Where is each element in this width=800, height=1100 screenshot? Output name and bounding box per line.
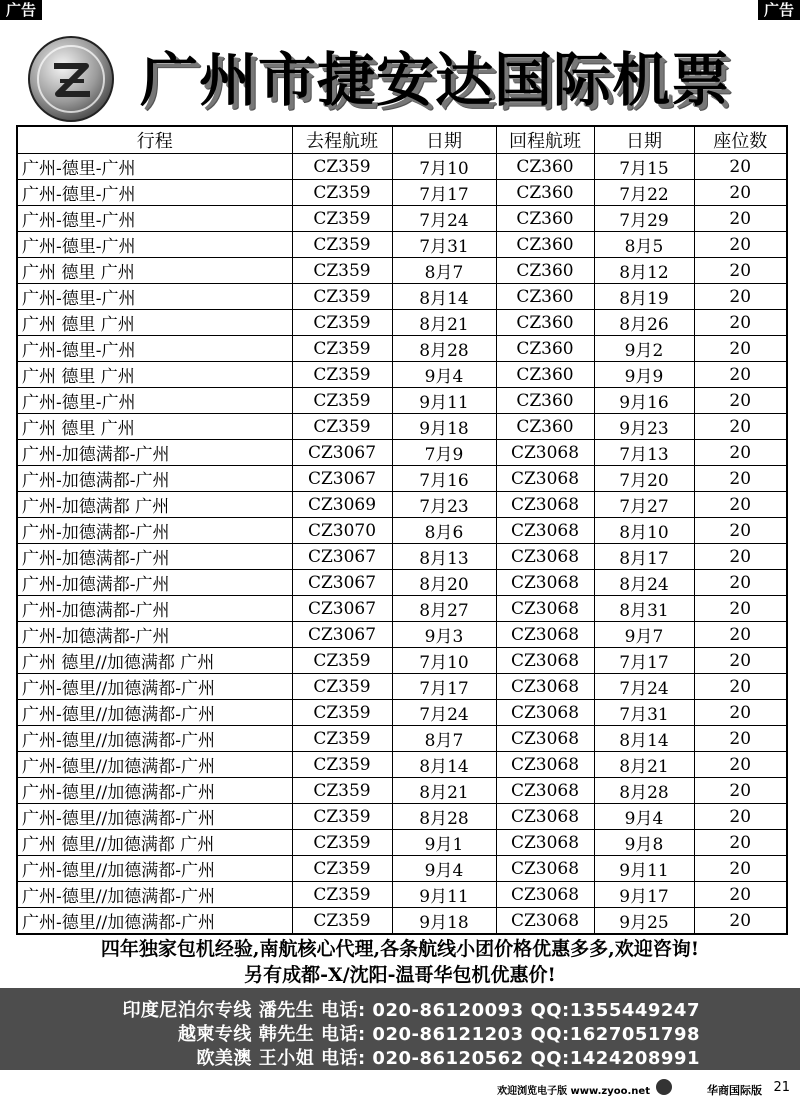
cell-seats: 20 — [694, 882, 787, 908]
cell-return-date: 8月24 — [594, 570, 694, 596]
cell-outbound-date: 7月17 — [392, 674, 496, 700]
cell-outbound-flight: CZ359 — [292, 180, 392, 206]
cell-outbound-date: 9月18 — [392, 908, 496, 935]
slogan-line-2: 另有成都-X/沈阳-温哥华包机优惠价! — [244, 964, 556, 986]
cell-outbound-date: 9月11 — [392, 882, 496, 908]
cell-outbound-flight: CZ359 — [292, 778, 392, 804]
cell-outbound-flight: CZ359 — [292, 882, 392, 908]
cell-route: 广州 德里 广州 — [17, 258, 292, 284]
cell-outbound-flight: CZ359 — [292, 856, 392, 882]
cell-outbound-flight: CZ359 — [292, 232, 392, 258]
cell-return-date: 9月17 — [594, 882, 694, 908]
cell-outbound-date: 9月4 — [392, 856, 496, 882]
cell-outbound-flight: CZ359 — [292, 362, 392, 388]
table-row — [17, 466, 787, 492]
cell-route: 广州-加德满都-广州 — [17, 622, 292, 648]
cell-outbound-flight: CZ359 — [292, 206, 392, 232]
cell-route: 广州-德里-广州 — [17, 336, 292, 362]
header-outbound-flight: 去程航班 — [292, 126, 392, 154]
table-row — [17, 414, 787, 440]
table-row — [17, 388, 787, 414]
cell-return-date: 9月8 — [594, 830, 694, 856]
cell-seats: 20 — [694, 466, 787, 492]
cell-route: 广州-德里//加德满都-广州 — [17, 778, 292, 804]
cell-return-date: 9月25 — [594, 908, 694, 935]
cell-return-date: 8月19 — [594, 284, 694, 310]
table-row — [17, 700, 787, 726]
cell-route: 广州 德里//加德满都 广州 — [17, 830, 292, 856]
cell-route: 广州 德里 广州 — [17, 310, 292, 336]
cell-outbound-date: 8月20 — [392, 570, 496, 596]
cell-return-flight: CZ3068 — [496, 570, 594, 596]
cell-route: 广州-德里-广州 — [17, 284, 292, 310]
cell-outbound-flight: CZ3067 — [292, 466, 392, 492]
table-row — [17, 830, 787, 856]
cell-seats: 20 — [694, 544, 787, 570]
cell-outbound-date: 7月24 — [392, 206, 496, 232]
cell-return-date: 8月28 — [594, 778, 694, 804]
header-return-date: 日期 — [594, 126, 694, 154]
cell-outbound-date: 8月21 — [392, 310, 496, 336]
cell-outbound-date: 9月3 — [392, 622, 496, 648]
cell-route: 广州-加德满都-广州 — [17, 596, 292, 622]
cell-return-flight: CZ3068 — [496, 674, 594, 700]
cell-return-flight: CZ3068 — [496, 700, 594, 726]
cell-return-flight: CZ360 — [496, 310, 594, 336]
cell-return-flight: CZ3068 — [496, 778, 594, 804]
cell-return-flight: CZ360 — [496, 154, 594, 180]
table-header-row — [17, 126, 787, 154]
table-row — [17, 180, 787, 206]
cell-return-date: 8月10 — [594, 518, 694, 544]
cell-seats: 20 — [694, 310, 787, 336]
cell-return-flight: CZ3068 — [496, 856, 594, 882]
table-row — [17, 804, 787, 830]
cell-route: 广州-德里//加德满都-广州 — [17, 882, 292, 908]
cell-outbound-date: 8月7 — [392, 258, 496, 284]
cell-outbound-flight: CZ359 — [292, 804, 392, 830]
cell-return-flight: CZ3068 — [496, 804, 594, 830]
cell-outbound-date: 7月10 — [392, 648, 496, 674]
table-row — [17, 154, 787, 180]
cell-return-flight: CZ3068 — [496, 622, 594, 648]
cell-route: 广州-德里//加德满都-广州 — [17, 752, 292, 778]
cell-outbound-flight: CZ359 — [292, 726, 392, 752]
cell-outbound-date: 9月18 — [392, 414, 496, 440]
cell-return-date: 7月27 — [594, 492, 694, 518]
table-row — [17, 440, 787, 466]
footer-publication: 华商国际版 — [707, 1084, 762, 1097]
table-row — [17, 570, 787, 596]
cell-route: 广州-德里-广州 — [17, 180, 292, 206]
cell-route: 广州 德里 广州 — [17, 414, 292, 440]
cell-seats: 20 — [694, 518, 787, 544]
cell-outbound-flight: CZ3069 — [292, 492, 392, 518]
cell-seats: 20 — [694, 726, 787, 752]
cell-route: 广州-德里//加德满都-广州 — [17, 908, 292, 935]
cell-return-flight: CZ3068 — [496, 752, 594, 778]
cell-seats: 20 — [694, 206, 787, 232]
cell-return-flight: CZ3068 — [496, 466, 594, 492]
cell-return-date: 8月14 — [594, 726, 694, 752]
cell-outbound-flight: CZ359 — [292, 830, 392, 856]
cell-outbound-flight: CZ359 — [292, 388, 392, 414]
table-row — [17, 596, 787, 622]
table-row — [17, 336, 787, 362]
cell-seats: 20 — [694, 752, 787, 778]
cell-route: 广州-德里-广州 — [17, 388, 292, 414]
cell-seats: 20 — [694, 648, 787, 674]
cell-route: 广州 德里 广州 — [17, 362, 292, 388]
cell-outbound-flight: CZ359 — [292, 908, 392, 935]
cell-outbound-date: 8月14 — [392, 284, 496, 310]
cell-outbound-date: 9月11 — [392, 388, 496, 414]
contact-vietnam-cambodia: 越柬专线 韩先生 电话: 020-86121203 QQ:1627051798 — [177, 1024, 700, 1045]
cell-seats: 20 — [694, 336, 787, 362]
table-row — [17, 726, 787, 752]
cell-route: 广州-加德满都-广州 — [17, 518, 292, 544]
cell-outbound-date: 8月7 — [392, 726, 496, 752]
cell-outbound-flight: CZ359 — [292, 674, 392, 700]
table-row — [17, 882, 787, 908]
contact-europe-america-australia: 欧美澳 王小姐 电话: 020-86120562 QQ:1424208991 — [196, 1048, 700, 1069]
cell-return-flight: CZ360 — [496, 258, 594, 284]
table-row — [17, 258, 787, 284]
cell-outbound-date: 9月1 — [392, 830, 496, 856]
cell-return-date: 8月12 — [594, 258, 694, 284]
cell-return-flight: CZ3068 — [496, 648, 594, 674]
cell-seats: 20 — [694, 804, 787, 830]
cell-return-flight: CZ360 — [496, 206, 594, 232]
cell-outbound-flight: CZ3067 — [292, 622, 392, 648]
table-row — [17, 622, 787, 648]
cell-outbound-flight: CZ359 — [292, 336, 392, 362]
cell-outbound-flight: CZ359 — [292, 258, 392, 284]
cell-outbound-flight: CZ359 — [292, 414, 392, 440]
cell-return-flight: CZ360 — [496, 362, 594, 388]
cell-route: 广州-加德满都-广州 — [17, 544, 292, 570]
cell-seats: 20 — [694, 258, 787, 284]
cell-seats: 20 — [694, 362, 787, 388]
cell-return-flight: CZ3068 — [496, 544, 594, 570]
cell-return-date: 9月7 — [594, 622, 694, 648]
header-seats: 座位数 — [694, 126, 787, 154]
contact-india-nepal: 印度尼泊尔专线 潘先生 电话: 020-86120093 QQ:1355449247 — [122, 1000, 700, 1021]
cell-return-flight: CZ360 — [496, 232, 594, 258]
z-logo-icon — [26, 34, 116, 124]
cell-return-date: 9月16 — [594, 388, 694, 414]
cell-seats: 20 — [694, 908, 787, 935]
cell-return-flight: CZ3068 — [496, 440, 594, 466]
cell-return-date: 9月11 — [594, 856, 694, 882]
cell-outbound-flight: CZ359 — [292, 648, 392, 674]
cell-return-date: 9月23 — [594, 414, 694, 440]
cell-route: 广州-德里//加德满都-广州 — [17, 804, 292, 830]
cell-seats: 20 — [694, 700, 787, 726]
table-row — [17, 232, 787, 258]
table-row — [17, 752, 787, 778]
header-return-flight: 回程航班 — [496, 126, 594, 154]
cell-return-date: 7月20 — [594, 466, 694, 492]
footer-site-text: 欢迎浏览电子版 www.zyoo.net — [497, 1086, 650, 1097]
table-row — [17, 674, 787, 700]
cell-route: 广州-德里//加德满都-广州 — [17, 856, 292, 882]
cell-seats: 20 — [694, 388, 787, 414]
cell-outbound-date: 7月31 — [392, 232, 496, 258]
table-row — [17, 362, 787, 388]
cell-route: 广州-德里-广州 — [17, 232, 292, 258]
cell-return-flight: CZ3068 — [496, 830, 594, 856]
table-row — [17, 518, 787, 544]
cell-route: 广州-加德满都 广州 — [17, 492, 292, 518]
cell-seats: 20 — [694, 596, 787, 622]
cell-outbound-date: 8月21 — [392, 778, 496, 804]
cell-return-flight: CZ3068 — [496, 908, 594, 935]
cell-outbound-date: 7月10 — [392, 154, 496, 180]
cell-return-date: 7月15 — [594, 154, 694, 180]
cell-seats: 20 — [694, 284, 787, 310]
cell-seats: 20 — [694, 778, 787, 804]
cell-outbound-date: 8月28 — [392, 804, 496, 830]
page-title: 广州市捷安达国际机票 — [140, 46, 731, 114]
cell-return-flight: CZ3068 — [496, 726, 594, 752]
cell-return-date: 8月5 — [594, 232, 694, 258]
table-row — [17, 206, 787, 232]
table-row — [17, 492, 787, 518]
cell-return-flight: CZ3068 — [496, 596, 594, 622]
cell-return-date: 8月26 — [594, 310, 694, 336]
cell-return-flight: CZ3068 — [496, 492, 594, 518]
cell-outbound-date: 7月17 — [392, 180, 496, 206]
cell-route: 广州 德里//加德满都 广州 — [17, 648, 292, 674]
table-row — [17, 284, 787, 310]
cell-return-flight: CZ360 — [496, 180, 594, 206]
cell-seats: 20 — [694, 492, 787, 518]
publication-badge-icon — [656, 1079, 672, 1095]
cell-outbound-date: 7月23 — [392, 492, 496, 518]
cell-outbound-flight: CZ3070 — [292, 518, 392, 544]
cell-outbound-flight: CZ3067 — [292, 440, 392, 466]
cell-route: 广州-德里//加德满都-广州 — [17, 700, 292, 726]
cell-outbound-date: 8月28 — [392, 336, 496, 362]
cell-return-date: 9月9 — [594, 362, 694, 388]
cell-route: 广州-德里//加德满都-广州 — [17, 726, 292, 752]
cell-outbound-flight: CZ359 — [292, 700, 392, 726]
page-footer — [0, 1076, 800, 1098]
cell-route: 广州-德里//加德满都-广州 — [17, 674, 292, 700]
cell-seats: 20 — [694, 674, 787, 700]
cell-seats: 20 — [694, 856, 787, 882]
cell-return-date: 7月29 — [594, 206, 694, 232]
cell-return-date: 9月2 — [594, 336, 694, 362]
table-row — [17, 544, 787, 570]
cell-outbound-flight: CZ359 — [292, 310, 392, 336]
cell-outbound-date: 7月16 — [392, 466, 496, 492]
page-number: 21 — [773, 1080, 790, 1095]
cell-return-date: 7月13 — [594, 440, 694, 466]
cell-seats: 20 — [694, 414, 787, 440]
cell-return-date: 7月17 — [594, 648, 694, 674]
cell-route: 广州-加德满都-广州 — [17, 440, 292, 466]
cell-return-date: 7月24 — [594, 674, 694, 700]
table-row — [17, 778, 787, 804]
cell-route: 广州-德里-广州 — [17, 206, 292, 232]
cell-seats: 20 — [694, 622, 787, 648]
ad-tag-left: 广告 — [0, 0, 42, 20]
cell-return-date: 7月22 — [594, 180, 694, 206]
cell-return-flight: CZ360 — [496, 336, 594, 362]
cell-seats: 20 — [694, 180, 787, 206]
cell-return-date: 9月4 — [594, 804, 694, 830]
cell-return-flight: CZ360 — [496, 414, 594, 440]
cell-outbound-date: 8月13 — [392, 544, 496, 570]
ad-tag-right: 广告 — [758, 0, 800, 20]
cell-return-flight: CZ3068 — [496, 882, 594, 908]
cell-outbound-flight: CZ359 — [292, 154, 392, 180]
slogan-line-1: 四年独家包机经验,南航核心代理,各条航线小团价格优惠多多,欢迎咨询! — [100, 938, 700, 960]
cell-route: 广州-加德满都-广州 — [17, 570, 292, 596]
cell-outbound-date: 8月14 — [392, 752, 496, 778]
cell-outbound-date: 8月6 — [392, 518, 496, 544]
cell-return-flight: CZ360 — [496, 284, 594, 310]
cell-seats: 20 — [694, 232, 787, 258]
cell-seats: 20 — [694, 830, 787, 856]
cell-return-date: 8月21 — [594, 752, 694, 778]
cell-outbound-flight: CZ3067 — [292, 570, 392, 596]
cell-return-date: 8月31 — [594, 596, 694, 622]
cell-outbound-flight: CZ359 — [292, 752, 392, 778]
cell-outbound-flight: CZ3067 — [292, 596, 392, 622]
header-outbound-date: 日期 — [392, 126, 496, 154]
table-row — [17, 856, 787, 882]
table-row — [17, 310, 787, 336]
table-row — [17, 908, 787, 935]
cell-return-flight: CZ360 — [496, 388, 594, 414]
cell-outbound-date: 8月27 — [392, 596, 496, 622]
slogan — [0, 936, 800, 988]
cell-route: 广州-德里-广州 — [17, 154, 292, 180]
contact-band — [0, 988, 800, 1070]
flight-schedule-table — [16, 125, 788, 935]
cell-outbound-flight: CZ3067 — [292, 544, 392, 570]
cell-seats: 20 — [694, 154, 787, 180]
table-row — [17, 648, 787, 674]
cell-return-date: 8月17 — [594, 544, 694, 570]
cell-route: 广州-加德满都-广州 — [17, 466, 292, 492]
cell-return-flight: CZ3068 — [496, 518, 594, 544]
cell-seats: 20 — [694, 570, 787, 596]
cell-outbound-date: 9月4 — [392, 362, 496, 388]
cell-return-date: 7月31 — [594, 700, 694, 726]
cell-outbound-flight: CZ359 — [292, 284, 392, 310]
cell-outbound-date: 7月24 — [392, 700, 496, 726]
cell-seats: 20 — [694, 440, 787, 466]
header-route: 行程 — [17, 126, 292, 154]
cell-outbound-date: 7月9 — [392, 440, 496, 466]
